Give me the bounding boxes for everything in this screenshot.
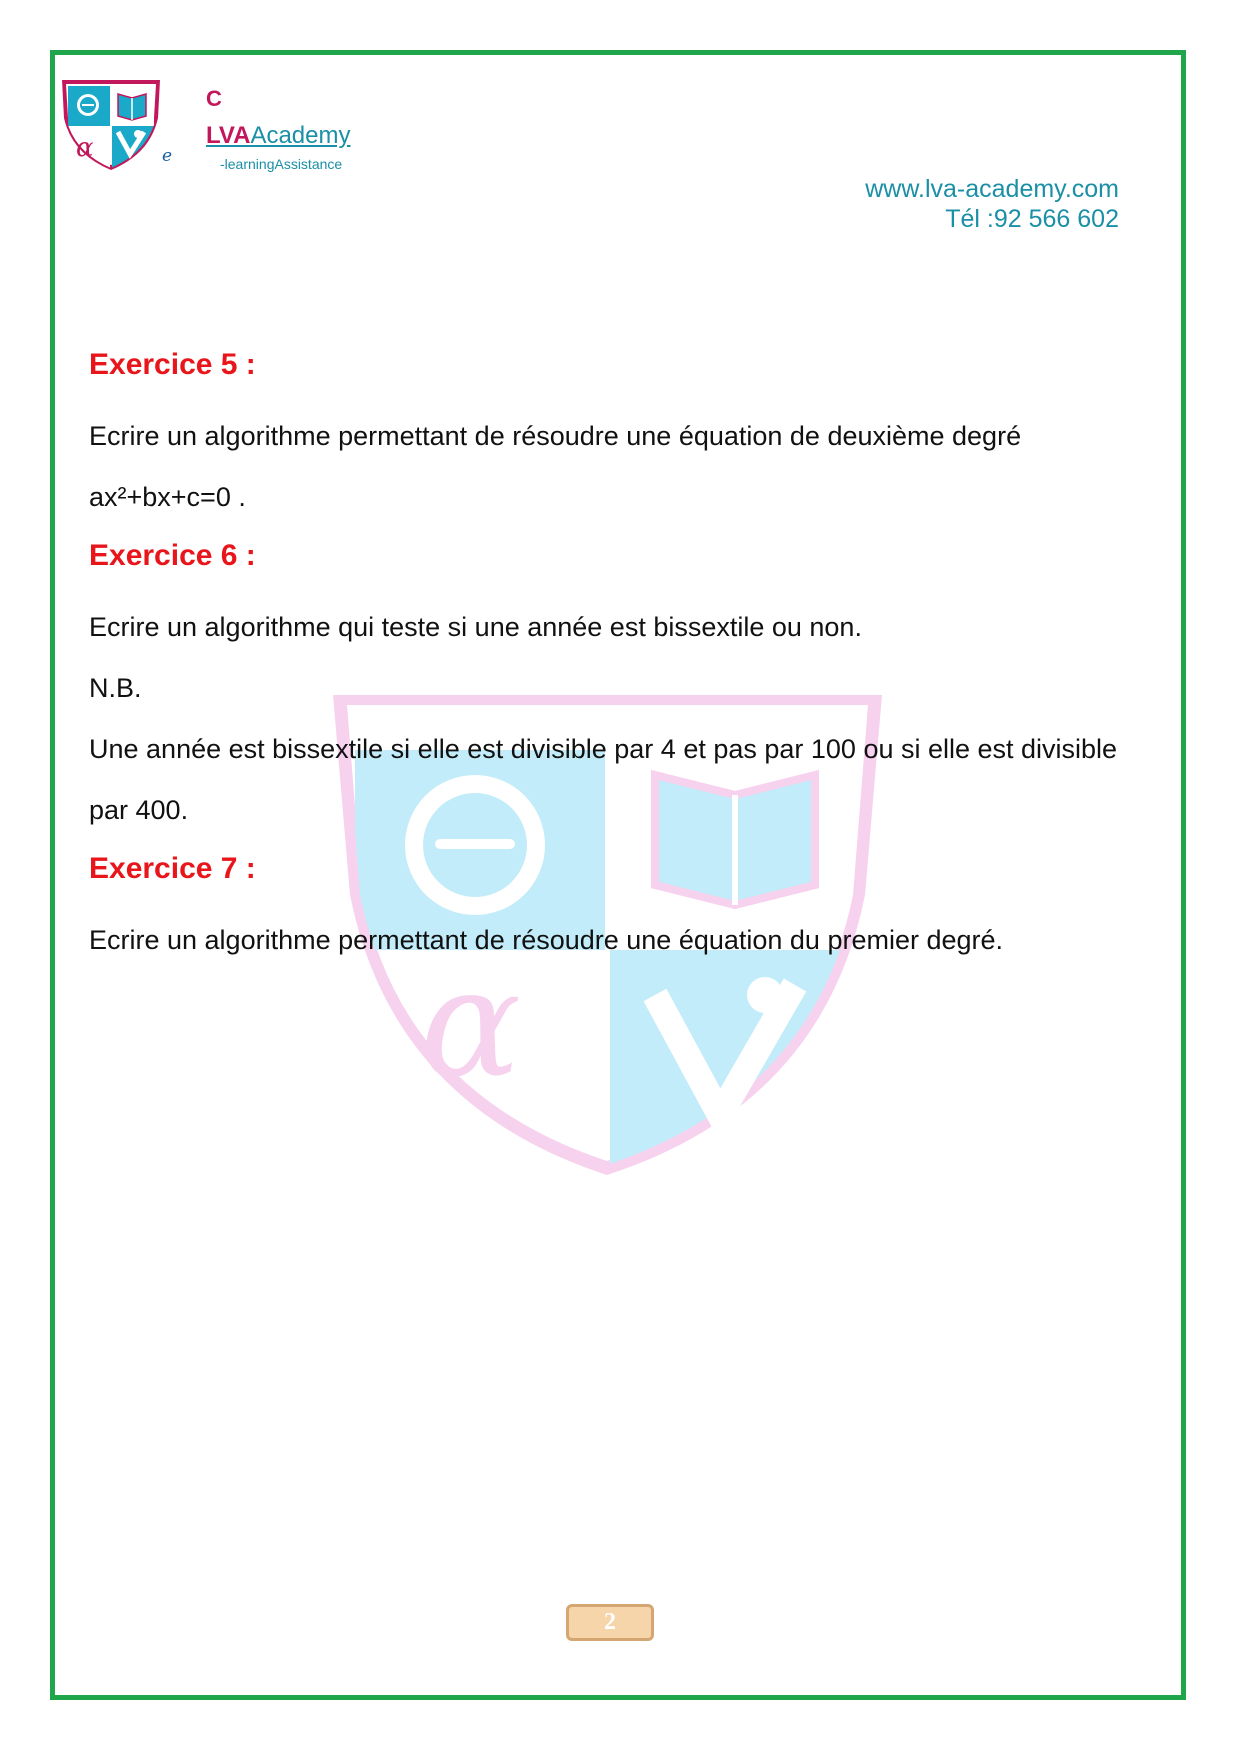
exercise-list (89, 340, 1129, 971)
exercise-title: Exercice 7 : (89, 852, 256, 885)
exercise-6 (89, 531, 1129, 841)
svg-text:α: α (420, 937, 522, 1111)
exercise-text: Une année est bissextile si elle est divisible par 4 et pas par 100 ou si elle est divisible par 400. (89, 734, 1118, 825)
brand-letter-e: e (162, 146, 173, 166)
exercise-text: Ecrire un algorithme permettant de résoudre une équation de deuxième degré ax²+bx+c=0 . (89, 421, 1022, 512)
exercise-5 (89, 340, 1129, 528)
svg-text:α: α (76, 133, 94, 163)
exercise-text: Ecrire un algorithme permettant de résoudre une équation du premier degré. (89, 925, 1004, 955)
lva-logo-icon (58, 78, 164, 170)
brand-academy: Academy (250, 122, 351, 149)
website-text: www.lva-academy.com (865, 175, 1119, 203)
exercise-7 (89, 844, 1129, 971)
phone-text: Tél :92 566 602 (945, 205, 1119, 233)
brand-lva: LVA (206, 122, 251, 149)
exercise-text: Ecrire un algorithme qui teste si une année est bissextile ou non. (89, 612, 862, 642)
exercise-title: Exercice 5 : (89, 348, 256, 381)
nb-label: N.B. (89, 673, 142, 703)
brand-tagline: -learningAssistance (220, 156, 343, 172)
exercise-title: Exercice 6 : (89, 539, 256, 572)
brand-letter-c: C (206, 86, 222, 111)
brand-name (206, 122, 350, 150)
page-number: 2 (566, 1604, 654, 1641)
contact-block (865, 174, 1119, 234)
